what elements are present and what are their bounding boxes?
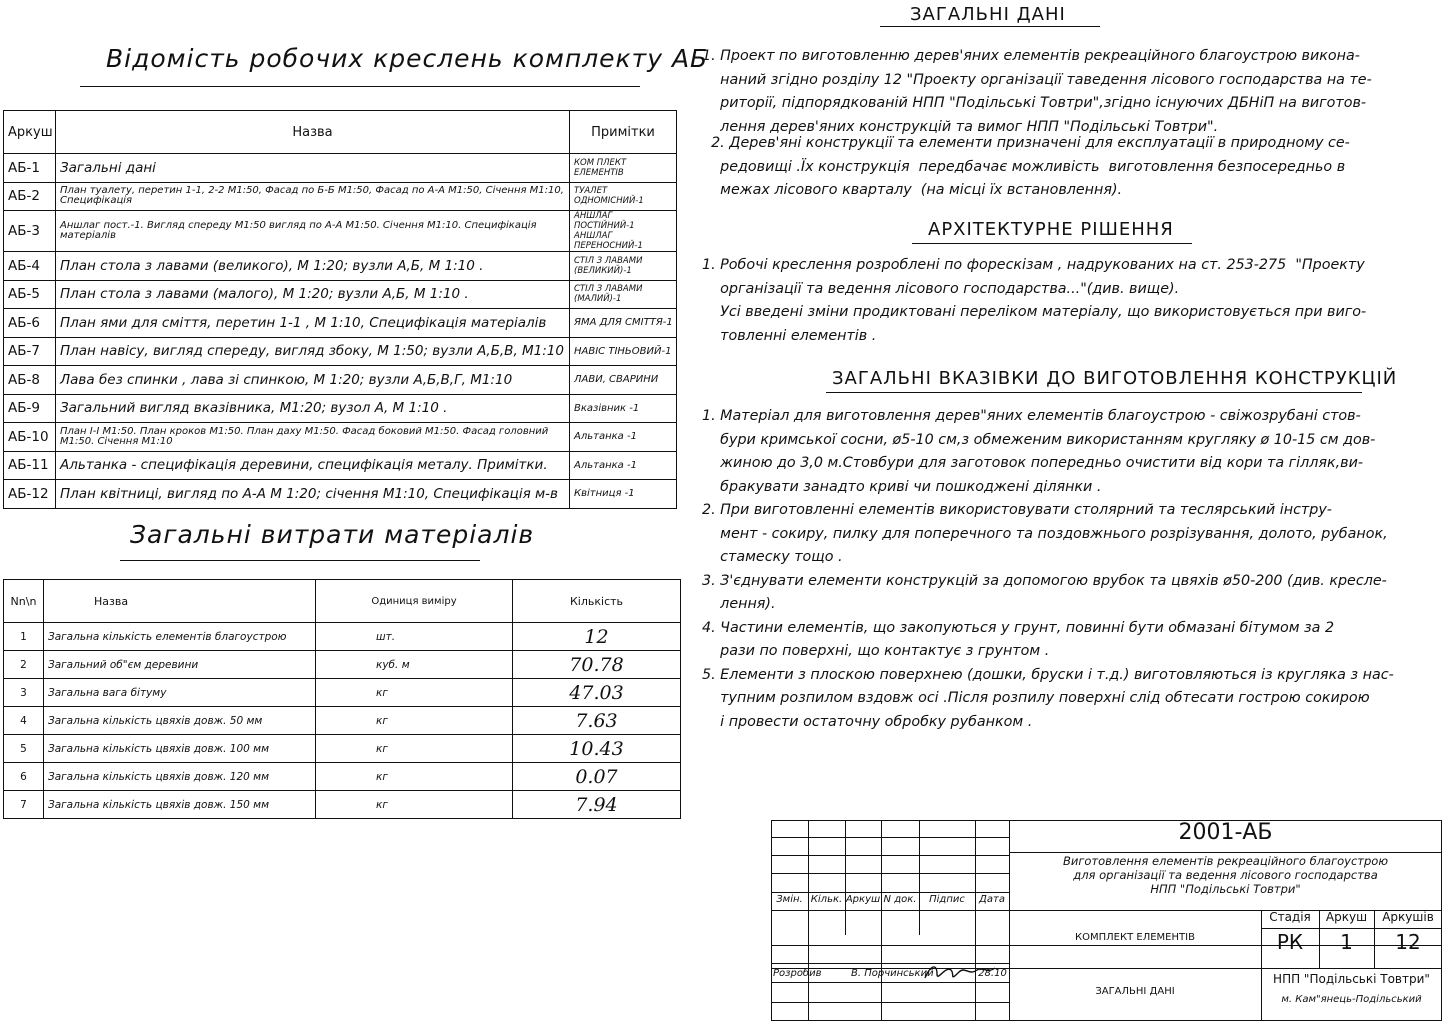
title-underline — [826, 392, 1362, 393]
sheet-code: АБ-7 — [4, 337, 56, 366]
sheet-code: АБ-2 — [4, 182, 56, 211]
title-underline — [120, 560, 480, 561]
sheet-name: План навісу, вигляд спереду, вигляд збоку, М 1:50; вузли А,Б,В, М1:10 — [56, 337, 570, 366]
title-underline — [880, 26, 1100, 27]
material-name: Загальна кількість цвяхів довж. 150 мм — [44, 791, 316, 819]
num: 3 — [4, 679, 44, 707]
table-row — [4, 651, 681, 679]
stamp-developer: В. Порчинський — [851, 968, 934, 979]
stage-value: РК — [1276, 930, 1304, 954]
header-name: Назва — [44, 580, 316, 623]
stamp-col-header: Змін. — [776, 894, 803, 905]
arch-solution-title: АРХІТЕКТУРНЕ РІШЕННЯ — [928, 219, 1174, 240]
stamp-col-header: N док. — [883, 894, 917, 905]
sheet-note: СТІЛ З ЛАВАМИ (МАЛИЙ)-1 — [570, 280, 677, 309]
header-name: Назва — [56, 111, 570, 154]
table-row — [4, 791, 681, 819]
stamp-col-header: Аркуш — [845, 894, 881, 905]
table-row — [4, 480, 677, 509]
stamp-date: 28.10 — [978, 968, 1007, 979]
stamp-city: м. Кам"янець-Подільський — [1281, 994, 1422, 1005]
sheet-code: АБ-4 — [4, 252, 56, 281]
material-name: Загальна кількість елементів благоустрою — [44, 623, 316, 651]
sheet-list-title: Відомість робочих креслень комплекту АБ — [106, 44, 709, 73]
header-qty: Кількість — [513, 580, 681, 623]
num: 7 — [4, 791, 44, 819]
sheet-note: АНШЛАГ ПОСТІЙНИЙ-1 АНШЛАГ ПЕРЕНОСНИЙ-1 — [570, 211, 677, 252]
material-name: Загальна кількість цвяхів довж. 50 мм — [44, 707, 316, 735]
sheet-note: ЯМА ДЛЯ СМІТТЯ-1 — [570, 309, 677, 338]
sheet-note: Квітниця -1 — [570, 480, 677, 509]
sheet-code: АБ-8 — [4, 366, 56, 395]
table-row — [4, 707, 681, 735]
sheet-name: План І-І М1:50. План кроков М1:50. План даху М1:50. Фасад боковий М1:50. Фасад головний М1:50. Січення М1:10 — [56, 423, 570, 452]
sheet-code: АБ-3 — [4, 211, 56, 252]
table-row — [4, 623, 681, 651]
num: 4 — [4, 707, 44, 735]
table-row — [4, 679, 681, 707]
instructions-title: ЗАГАЛЬНІ ВКАЗІВКИ ДО ВИГОТОВЛЕННЯ КОНСТРУКЦІЙ — [832, 368, 1398, 389]
sheet-note: КОМ ПЛЕКТ ЕЛЕМЕНТІВ — [570, 154, 677, 183]
material-unit: кг — [316, 791, 513, 819]
title-block — [771, 820, 1442, 1021]
table-row — [4, 182, 677, 211]
num: 1 — [4, 623, 44, 651]
general-paragraph-1: 1. Проект по виготовленню дерев'яних елементів рекреаційного благоустрою викона- наний згідно розділу 12 "Проекту організації тaведення лісового господарства на те- риторії, підпорядкованій НПП "Подільські Товтри",згідно існуючих ДБНіП на виготов- лення дерев'яних конструкцій та вимог НПП "Подільські Товтри". — [702, 48, 1372, 135]
table-row — [4, 394, 677, 423]
header-notes: Примітки — [570, 111, 677, 154]
stamp-org: НПП "Подільські Товтри" — [1273, 972, 1430, 986]
title-underline — [912, 243, 1192, 244]
sheet-name: Загальні дані — [56, 154, 570, 183]
header-sheet: Аркуш — [4, 111, 56, 154]
sheet-note: СТІЛ З ЛАВАМИ (ВЕЛИКИЙ)-1 — [570, 252, 677, 281]
instructions-text: 1. Матеріал для виготовлення дерев"яних елементів благоустрою - свіжозрубані стов- бури кримської сосни, ø5-10 см,з обмеженим використанням кругляку ø 10-15 см дов- жиною до 3,0 м.Стовбури для заготовок попередньо очистити від кори та гілляк,ви- бракувати занадто криві чи пошкоджені ділянки . 2. При виготовленні елементів використовувати столярний та теслярський інстру- мент - сокиру, пилку для поперечного та поздовжнього розрізування, долото, рубанок, стамеску тощо . 3. З'єднувати елементи конструкцій за допомогою врубок та цвяхів ø50-200 (див. кресле- лення). 4. Частини елементів, що закопуються у грунт, повинні бути обмазані бітумом за 2 рази по поверхні, що контактує з грунтом . 5. Елементи з плоскою поверхнею (дошки, бруски і т.д.) виготовляються із кругляка з нас- тупним розпилом вздовж осі .Після розпилу поверхні слід обтесати гострою сокирою і провести остаточну обробку рубанком . — [702, 408, 1394, 730]
materials-table — [3, 579, 681, 819]
arch-paragraph: 1. Робочі креслення розроблені по форескізам , надрукованих на ст. 253-275 "Проекту організації та ведення лісового господарства..."(див. вище). Усі введені зміни продиктовані переліком матеріалу, що використовується при виго- товленні елементів . — [702, 257, 1367, 344]
material-unit: кг — [316, 763, 513, 791]
material-name: Загальний об"єм деревини — [44, 651, 316, 679]
sheet-name: Аншлаг пост.-1. Вигляд спереду М1:50 вигляд по А-А М1:50. Січення М1:10. Специфікація матеріалів — [56, 211, 570, 252]
material-qty: 7.63 — [513, 707, 681, 735]
sheet-code: АБ-10 — [4, 423, 56, 452]
material-name: Загальна кількість цвяхів довж. 120 мм — [44, 763, 316, 791]
sheet-name: План квітниці, вигляд по А-А М 1:20; січення М1:10, Специфікація м-в — [56, 480, 570, 509]
table-row — [4, 451, 677, 480]
stamp-code: 2001-АБ — [1178, 820, 1273, 845]
sheet-name: План ями для сміття, перетин 1-1 , М 1:10, Специфікація матеріалів — [56, 309, 570, 338]
title-underline — [80, 86, 640, 87]
stamp-col-header: Дата — [979, 894, 1005, 905]
sheet-code: АБ-1 — [4, 154, 56, 183]
stage-label: Стадія — [1269, 910, 1311, 924]
material-qty: 47.03 — [513, 679, 681, 707]
table-row — [4, 366, 677, 395]
sheet-value: 1 — [1340, 930, 1353, 954]
sheet-note: Вказівник -1 — [570, 394, 677, 423]
num: 6 — [4, 763, 44, 791]
material-name: Загальна вага бітуму — [44, 679, 316, 707]
sheet-note: ТУАЛЕТ ОДНОМІСНИЙ-1 — [570, 182, 677, 211]
sheet-label: Аркуш — [1325, 910, 1368, 924]
header-num: Nn\n — [4, 580, 44, 623]
general-data-title: ЗАГАЛЬНІ ДАНІ — [910, 4, 1066, 25]
material-unit: кг — [316, 735, 513, 763]
sheet-name: Альтанка - специфікація деревини, специфікація металу. Примітки. — [56, 451, 570, 480]
material-qty: 0.07 — [513, 763, 681, 791]
material-unit: куб. м — [316, 651, 513, 679]
materials-title: Загальні витрати матеріалів — [130, 520, 535, 549]
sheet-code: АБ-5 — [4, 280, 56, 309]
sheet-note: Альтанка -1 — [570, 451, 677, 480]
stamp-project-name: Виготовлення елементів рекреаційного благоустрою для організації та ведення лісового господарства НПП "Подільські Товтри" — [1062, 854, 1389, 896]
material-qty: 7.94 — [513, 791, 681, 819]
stamp-col-header: Підпис — [929, 894, 965, 905]
stamp-developed-label: Розробив — [773, 968, 822, 979]
material-qty: 70.78 — [513, 651, 681, 679]
table-row — [4, 763, 681, 791]
table-row — [4, 735, 681, 763]
table-row — [4, 423, 677, 452]
sheet-note: Альтанка -1 — [570, 423, 677, 452]
num: 5 — [4, 735, 44, 763]
general-paragraph-2: 2. Дерев'яні конструкції та елементи призначені для експлуатації в природному се- редовищі .Їх конструкція передбачає можливість виготовлення безпосередньо в межах лісового кварталу (на місці їх встановлення). — [711, 135, 1350, 198]
header-unit: Одиниця виміру — [316, 580, 513, 623]
table-row — [4, 252, 677, 281]
sheet-name: Лава без спинки , лава зі спинкою, М 1:20; вузли А,Б,В,Г, М1:10 — [56, 366, 570, 395]
sheet-list-table — [3, 110, 677, 509]
sheet-name: Загальний вигляд вказівника, М1:20; вузол А, М 1:10 . — [56, 394, 570, 423]
table-row — [4, 309, 677, 338]
stamp-set-name: КОМПЛЕКТ ЕЛЕМЕНТІВ — [1075, 932, 1195, 943]
material-unit: кг — [316, 679, 513, 707]
sheet-name: План стола з лавами (малого), М 1:20; вузли А,Б, М 1:10 . — [56, 280, 570, 309]
material-name: Загальна кількість цвяхів довж. 100 мм — [44, 735, 316, 763]
sheet-note: НАВІС ТІНЬОВИЙ-1 — [570, 337, 677, 366]
num: 2 — [4, 651, 44, 679]
sheets-label: Аркушів — [1382, 910, 1434, 924]
material-qty: 12 — [513, 623, 681, 651]
stamp-col-header: Кільк. — [810, 894, 843, 905]
material-qty: 10.43 — [513, 735, 681, 763]
sheet-name: План стола з лавами (великого), М 1:20; вузли А,Б, М 1:10 . — [56, 252, 570, 281]
stamp-sheet-name: ЗАГАЛЬНІ ДАНІ — [1095, 986, 1175, 997]
table-row — [4, 211, 677, 252]
sheet-code: АБ-6 — [4, 309, 56, 338]
table-row — [4, 337, 677, 366]
sheet-note: ЛАВИ, СВАРИНИ — [570, 366, 677, 395]
sheet-name: План туалету, перетин 1-1, 2-2 М1:50, Фасад по Б-Б М1:50, Фасад по А-А М1:50, Січення М1:10, Специфікація — [56, 182, 570, 211]
sheets-value: 12 — [1395, 930, 1421, 954]
material-unit: кг — [316, 707, 513, 735]
sheet-code: АБ-9 — [4, 394, 56, 423]
table-row — [4, 154, 677, 183]
table-row — [4, 280, 677, 309]
sheet-code: АБ-12 — [4, 480, 56, 509]
material-unit: шт. — [316, 623, 513, 651]
sheet-code: АБ-11 — [4, 451, 56, 480]
